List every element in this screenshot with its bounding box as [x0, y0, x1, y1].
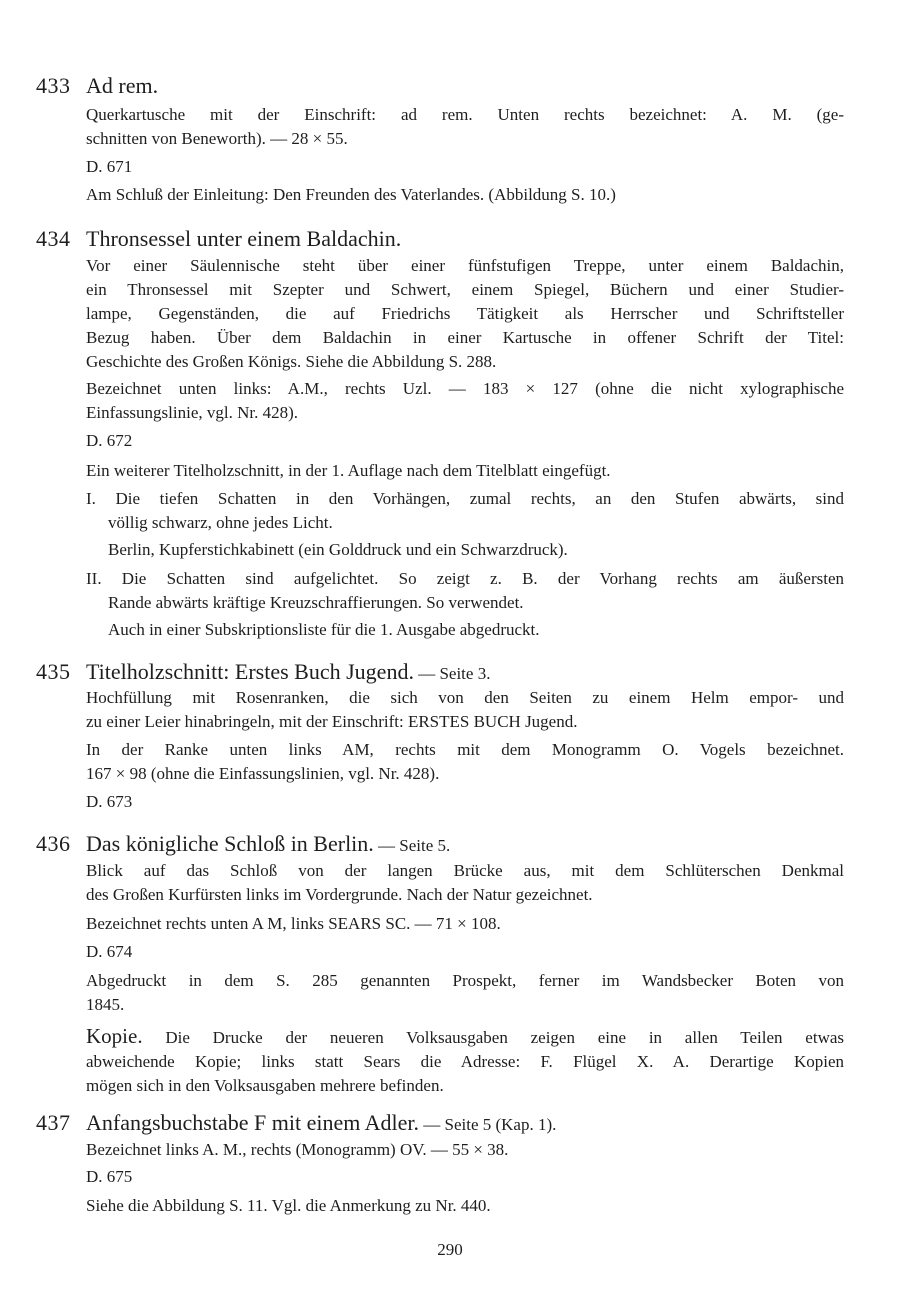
entry-number: 435 — [36, 659, 71, 684]
entry-number: 434 — [36, 226, 71, 251]
entry-number: 433 — [36, 73, 71, 98]
entry-title — [86, 72, 844, 102]
entry-title — [86, 225, 844, 255]
entry-line: D. 674 — [86, 942, 133, 961]
entry-line: Auch in einer Subskriptionsliste für die 1. Ausgabe abgedruckt. — [108, 620, 540, 639]
entry-line: Ein weiterer Titelholzschnitt, in der 1. Auflage nach dem Titelblatt eingefügt. — [86, 461, 611, 480]
entry-line: ein Thronsessel mit Szepter und Schwert, einem Spiegel, Büchern und einer Studier- — [86, 280, 844, 299]
entry-line: Blick auf das Schloß von der langen Brücke aus, mit dem Schlüterschen Denkmal — [86, 861, 844, 880]
entry-line: abweichende Kopie; links statt Sears die Adresse: F. Flügel X. A. Derartige Kopien — [86, 1052, 844, 1071]
entry-line: Bezeichnet rechts unten A M, links SEARS SC. — 71 × 108. — [86, 914, 501, 933]
entry-title-text: Titelholzschnitt: Erstes Buch Jugend. — [86, 659, 414, 684]
entry-line — [86, 1024, 844, 1050]
entry-title-text: Das königliche Schloß in Berlin. — [86, 831, 374, 856]
entry-line: 1845. — [86, 995, 125, 1014]
entry-title-text: Ad rem. — [86, 73, 159, 98]
entry-number: 437 — [36, 1110, 71, 1135]
entry-line: Bezeichnet links A. M., rechts (Monogramm) OV. — 55 × 38. — [86, 1140, 509, 1159]
entry-line: II. Die Schatten sind aufgelichtet. So zeigt z. B. der Vorhang rechts am äußersten — [86, 569, 844, 588]
entry-line: Siehe die Abbildung S. 11. Vgl. die Anmerkung zu Nr. 440. — [86, 1196, 491, 1215]
entry-title — [86, 830, 844, 860]
entry-line: I. Die tiefen Schatten in den Vorhängen, zumal rechts, an den Stufen abwärts, sind — [86, 489, 844, 508]
entry-line: D. 672 — [86, 431, 133, 450]
entry-line: völlig schwarz, ohne jedes Licht. — [108, 513, 333, 532]
entry-line: Berlin, Kupferstichkabinett (ein Golddruck und ein Schwarzdruck). — [108, 540, 568, 559]
entry-line: Einfassungslinie, vgl. Nr. 428). — [86, 403, 299, 422]
entry-line: schnitten von Beneworth). — 28 × 55. — [86, 129, 348, 148]
entry-title-sub: — Seite 3. — [413, 664, 491, 683]
entry-line: lampe, Gegenständen, die auf Friedrichs Tätigkeit als Herrscher und Schriftsteller — [86, 304, 844, 323]
entry-line: Bezeichnet unten links: A.M., rechts Uzl. — 183 × 127 (ohne die nicht xylographische — [86, 379, 844, 398]
kopie-lead-word: Kopie. — [86, 1024, 143, 1048]
entry-number: 436 — [36, 831, 71, 856]
entry-title-sub: — Seite 5 (Kap. 1). — [419, 1115, 557, 1134]
entry-line: Bezug haben. Über dem Baldachin in einer Kartusche in offener Schrift der Titel: — [86, 328, 844, 347]
entry-line: Rande abwärts kräftige Kreuzschraffierungen. So verwendet. — [108, 593, 524, 612]
entry-line: Vor einer Säulennische steht über einer fünfstufigen Treppe, unter einem Baldachin, — [86, 256, 844, 275]
entry-line: D. 675 — [86, 1167, 133, 1186]
entry-line: Abgedruckt in dem S. 285 genannten Prospekt, ferner im Wandsbecker Boten von — [86, 971, 844, 990]
entry-line: Hochfüllung mit Rosenranken, die sich von den Seiten zu einem Helm empor- und — [86, 688, 844, 707]
entry-line: D. 673 — [86, 792, 133, 811]
entry-line: zu einer Leier hinabringeln, mit der Einschrift: ERSTES BUCH Jugend. — [86, 712, 578, 731]
entry-line: Am Schluß der Einleitung: Den Freunden des Vaterlandes. (Abbildung S. 10.) — [86, 185, 616, 204]
entry-line-text: Die Drucke der neueren Volksausgaben zeigen eine in allen Teilen etwas — [165, 1028, 845, 1047]
entry-line: des Großen Kurfürsten links im Vordergrunde. Nach der Natur gezeichnet. — [86, 885, 593, 904]
entry-line: mögen sich in den Volksausgaben mehrere befinden. — [86, 1076, 444, 1095]
entry-line: 167 × 98 (ohne die Einfassungslinien, vgl. Nr. 428). — [86, 764, 440, 783]
entry-title-text: Anfangsbuchstabe F mit einem Adler. — [86, 1110, 419, 1135]
entry-line: D. 671 — [86, 157, 133, 176]
entry-line: Querkartusche mit der Einschrift: ad rem. Unten rechts bezeichnet: A. M. (ge- — [86, 105, 844, 124]
page-number: 290 — [437, 1240, 463, 1259]
entry-title-text: Thronsessel unter einem Baldachin. — [86, 226, 402, 251]
entry-line: Geschichte des Großen Königs. Siehe die Abbildung S. 288. — [86, 352, 497, 371]
entry-title-sub: — Seite 5. — [373, 836, 451, 855]
entry-title — [86, 658, 844, 688]
entry-line: In der Ranke unten links AM, rechts mit dem Monogramm O. Vogels bezeichnet. — [86, 740, 844, 759]
entry-title — [86, 1109, 844, 1139]
